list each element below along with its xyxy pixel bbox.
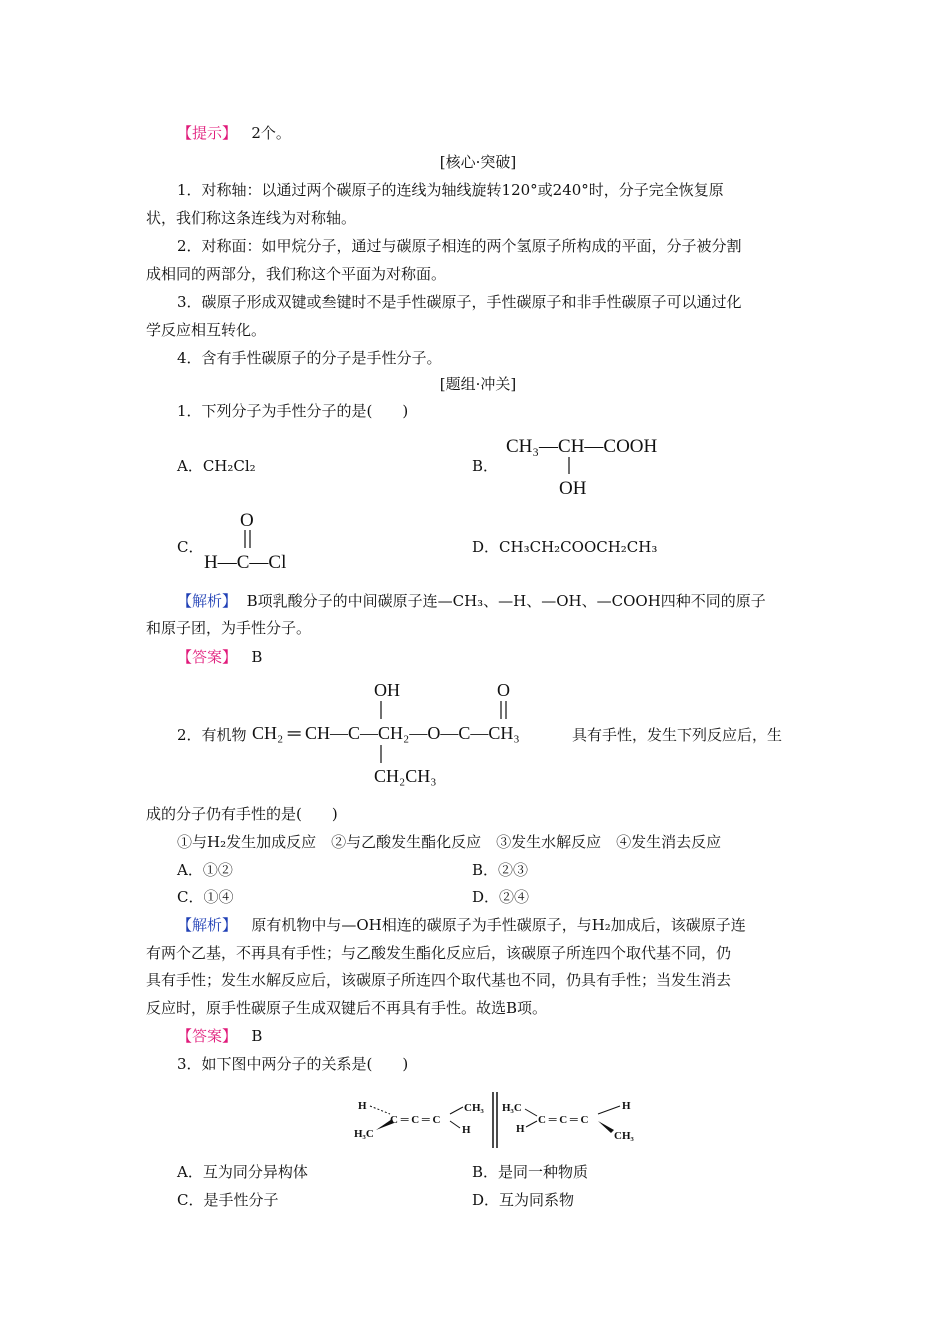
q1-option-b-label: B． <box>472 457 499 475</box>
q2-stem-line2: 成的分子仍有手性的是( ) <box>146 805 338 823</box>
core-point-1-line1: 1．对称轴：以通过两个碳原子的连线为轴线旋转120°或240°时，分子完全恢复原 <box>177 181 724 199</box>
q3-option-d: D．互为同系物 <box>472 1191 575 1209</box>
q2-option-b: B．②③ <box>472 861 529 879</box>
q2-main-chain: CH₂ ═ CH—C—CH₂—O—C—CH₃ <box>252 723 520 743</box>
q1-analysis-line1 <box>177 591 841 611</box>
q2-structure <box>250 678 560 788</box>
q3-option-b: B．是同一种物质 <box>472 1163 589 1181</box>
q1-c-bottom-formula: H—C—Cl <box>204 552 287 573</box>
q1-b-top-formula: CH₃—CH—COOH <box>506 436 658 457</box>
q2-reactions: ①与H₂发生加成反应 ②与乙酸发生酯化反应 ③发生水解反应 ④发生消去反应 <box>177 833 722 851</box>
q3-left-chain: C ═ C ═ C <box>390 1114 441 1126</box>
q3-right-h-top: H <box>622 1100 631 1112</box>
q3-left-h-top: H <box>358 1100 367 1112</box>
q1-option-b-structure <box>500 430 690 500</box>
q1-c-top-formula: O <box>240 510 254 531</box>
q1-option-c-structure <box>200 508 320 573</box>
q1-option-a: A．CH₂Cl₂ <box>177 457 256 475</box>
q1-answer-tag: 【答案】 <box>177 648 238 666</box>
q3-right-molecule <box>502 1100 635 1142</box>
q2-analysis-line2: 有两个乙基，不再具有手性；与乙酸发生酯化反应后，该碳原子所连四个取代基不同，仍 <box>146 944 732 962</box>
q3-right-me-bottom: CH₃ <box>614 1130 634 1142</box>
q2-option-c: C．①④ <box>177 888 234 906</box>
q1-answer-value: B <box>251 648 263 666</box>
q2-oh-group: OH <box>374 680 400 700</box>
q1-answer <box>177 647 841 667</box>
q1-option-c-label: C． <box>177 538 204 556</box>
core-point-2-line2: 成相同的两部分，我们称这个平面为对称面。 <box>146 265 447 283</box>
q2-stem-prefix: 2．有机物 <box>177 726 247 744</box>
q1-analysis-text: B项乳酸分子的中间碳原子连—CH₃、—H、—OH、—COOH四种不同的原子 <box>246 592 766 610</box>
core-point-2-line1: 2．对称面：如甲烷分子，通过与碳原子相连的两个氢原子所构成的平面，分子被分割 <box>177 237 742 255</box>
hint-tag: 【提示】 <box>177 124 238 142</box>
q3-right-h-bottom: H <box>516 1123 525 1135</box>
q2-analysis-line1 <box>177 915 841 935</box>
q3-option-a: A．互为同分异构体 <box>177 1163 308 1181</box>
hint-line <box>177 123 841 143</box>
core-point-3-line1: 3．碳原子形成双键或叁键时不是手性碳原子，手性碳原子和非手性碳原子可以通过化 <box>177 293 742 311</box>
core-point-1-line2: 状，我们称这条连线为对称轴。 <box>146 209 357 227</box>
core-point-4: 4．含有手性碳原子的分子是手性分子。 <box>177 349 442 367</box>
q2-analysis-line3: 具有手性；发生水解反应后，该碳原子所连四个取代基也不同，仍具有手性；当发生消去 <box>146 971 732 989</box>
q3-stem: 3．如下图中两分子的关系是( ) <box>177 1055 409 1073</box>
q1-b-bottom-formula: OH <box>559 478 587 499</box>
q2-option-d: D．②④ <box>472 888 530 906</box>
q2-option-a: A．①② <box>177 861 233 879</box>
q2-ethyl-group: CH₂CH₃ <box>374 766 437 786</box>
q2-analysis-tag: 【解析】 <box>177 916 238 934</box>
q2-analysis-text: 原有机物中与—OH相连的碳原子为手性碳原子，与H₂加成后，该碳原子连 <box>251 916 746 934</box>
q2-answer-value: B <box>251 1027 263 1045</box>
q3-right-me-top: H₃C <box>502 1102 522 1114</box>
q3-left-h-bottom: H <box>462 1124 471 1136</box>
core-section-title: [核心·突破] <box>439 153 517 171</box>
core-point-3-line2: 学反应相互转化。 <box>146 321 267 339</box>
q1-option-d: D．CH₃CH₂COOCH₂CH₃ <box>472 538 658 556</box>
q2-answer-tag: 【答案】 <box>177 1027 238 1045</box>
q1-analysis-line2: 和原子团，为手性分子。 <box>146 619 312 637</box>
q3-right-chain: C ═ C ═ C <box>538 1114 589 1126</box>
q1-analysis-tag: 【解析】 <box>177 592 238 610</box>
q2-carbonyl-o: O <box>497 680 510 700</box>
q3-left-molecule <box>354 1100 485 1140</box>
q1-stem: 1．下列分子为手性分子的是( ) <box>177 402 409 420</box>
q2-answer <box>177 1026 841 1046</box>
q3-left-me-bottom: H₃C <box>354 1128 374 1140</box>
q2-stem-suffix: 具有手性，发生下列反应后，生 <box>572 726 783 744</box>
q3-molecule-figure <box>352 1090 642 1150</box>
group-section-title: [题组·冲关] <box>439 375 517 393</box>
q2-analysis-line4: 反应时，原手性碳原子生成双键后不再具有手性。故选B项。 <box>146 999 548 1017</box>
q3-option-c: C．是手性分子 <box>177 1191 279 1209</box>
hint-text: 2个。 <box>251 124 291 142</box>
q3-left-me-top: CH₃ <box>464 1102 484 1114</box>
